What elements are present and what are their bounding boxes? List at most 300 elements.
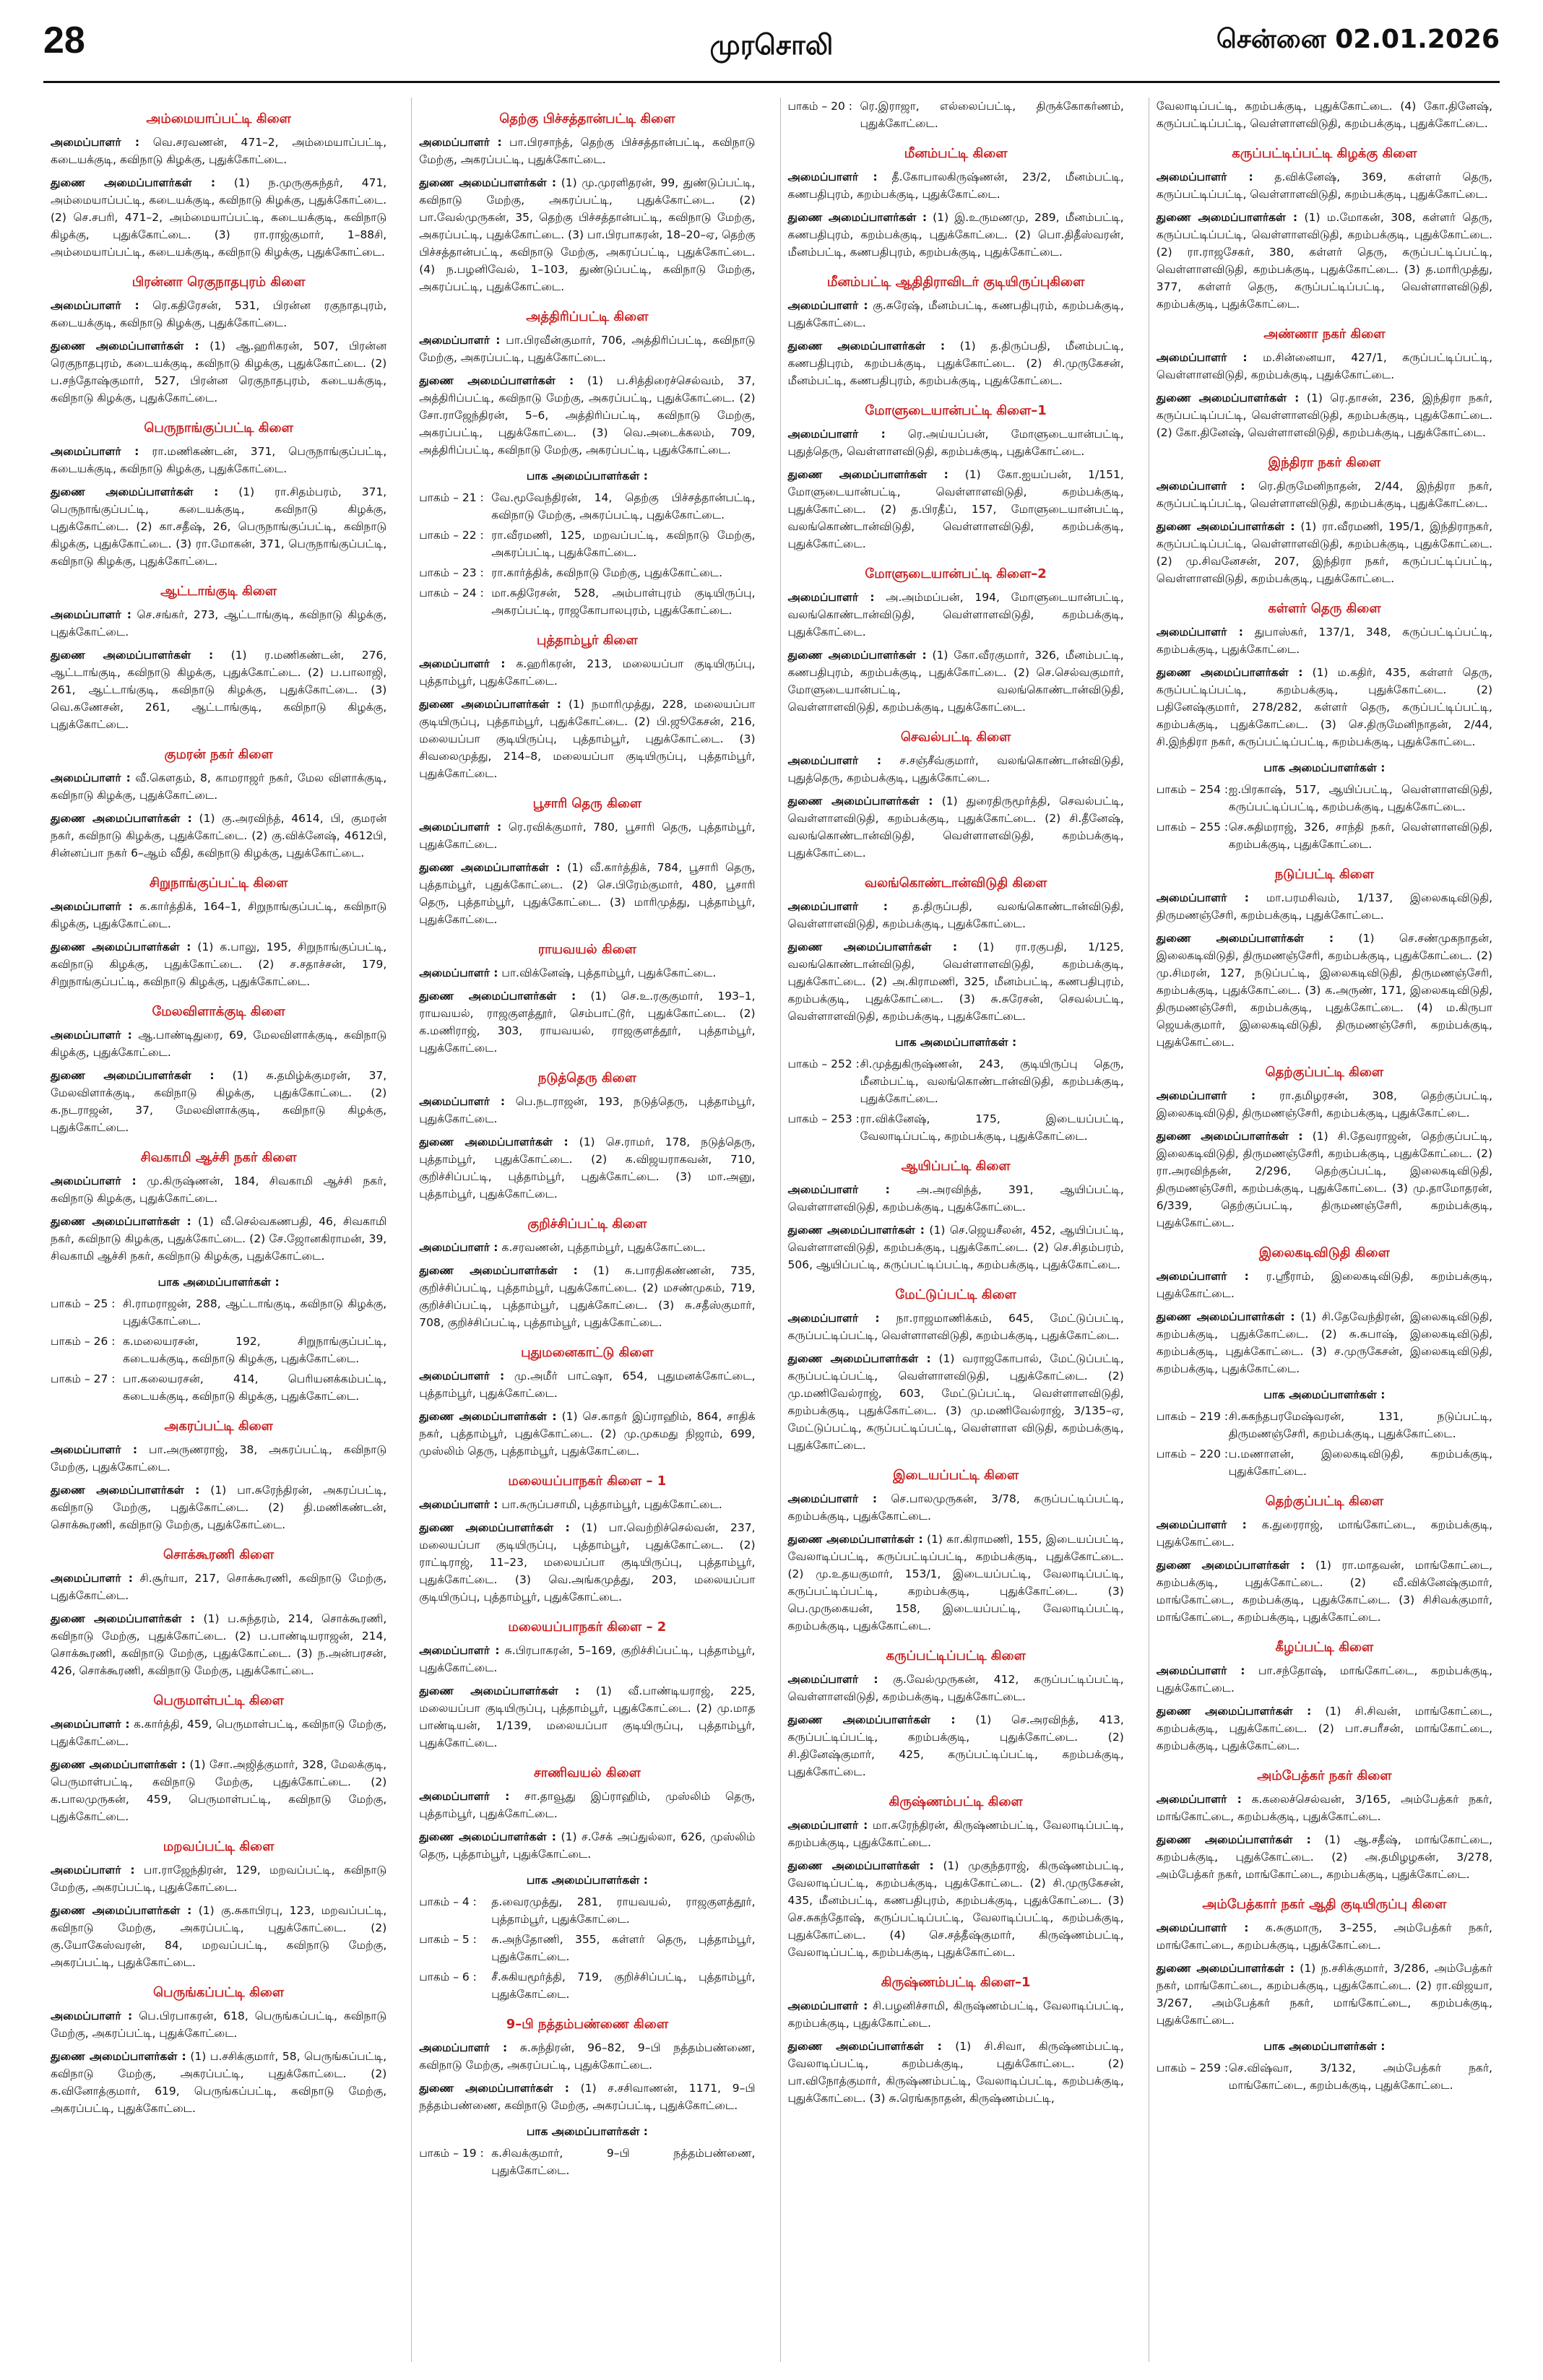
entry-label: துணை அமைப்பாளர்கள் : <box>419 374 574 387</box>
ward-organiser: க.சிவக்குமார், 9–பி நத்தம்பண்ணை, புதுக்கோட்டை. <box>491 2147 756 2177</box>
entry-label: துணை அமைப்பாளர்கள் : <box>1156 391 1300 404</box>
entry-paragraph <box>1157 477 1492 512</box>
entry-paragraph <box>1157 209 1492 313</box>
entry-text: (1) செ.காதர் இப்ராஹிம், 864, சாதிக் நகர், புத்தாம்பூர், புதுக்கோட்டை. (2) மு.முகமது நிஜாம், 699, முஸ்லிம் தெரு, புத்தாம்பூர், புதுக்கோட்டை. <box>419 1410 756 1458</box>
ward-number: பாகம் – 5 : <box>419 1933 477 1946</box>
entry-paragraph <box>419 1828 755 1863</box>
ward-row <box>419 1931 755 1965</box>
entry-label: துணை அமைப்பாளர்கள் : <box>419 176 557 189</box>
entry-text: க.துரைராஜ், மாங்கோட்டை, கறம்பக்குடி, புதுக்கோட்டை. <box>1156 1518 1492 1549</box>
entry-text: சு.சுந்திரன், 96–82, 9–பி நத்தம்பண்ணை, கவிநாடு மேற்கு, அகரப்பட்டி, புதுக்கோட்டை. <box>419 2041 756 2072</box>
branch-heading: பெருங்கப்பட்டி கிளை <box>153 1985 285 2000</box>
entry-text: (1) ஆ.சதீஷ், மாங்கோட்டை, கறம்பக்குடி, புதுக்கோட்டை. (2) அ.தமிழழகன், 3/278, அம்பேத்கர் நகர், மாங்கோட்டை, கறம்பக்குடி, புதுக்கோட்டை. <box>1156 1833 1492 1881</box>
entry-paragraph <box>51 1441 386 1476</box>
ward-organisers-heading: பாக அமைப்பாளர்கள் : <box>526 1874 648 1887</box>
entry-paragraph <box>1157 98 1492 132</box>
entry-text: தீ.கோபாலகிருஷ்ணன், 23/2, மீனம்பட்டி, கணபதிபுரம், கறம்பக்குடி, புதுக்கோட்டை. <box>787 170 1124 201</box>
entry-text: அ.அம்மப்பன், 194, மோளுடையான்பட்டி, வலங்கொண்டான்விடுதி, வெள்ளாளவிடுதி, கறம்பக்குடி, புதுக்கோட்டை. <box>787 591 1124 639</box>
entry-paragraph <box>419 1788 755 1822</box>
branch-heading: புதுமனைகாட்டு கிளை <box>521 1345 654 1360</box>
entry-text: (1) கா.கிராமணி, 155, இடையப்பட்டி, வேலாடிப்பட்டி, கருப்பட்டிப்பட்டி, கறம்பக்குடி, புதுக்கோட்டை. (2) மு.உதயகுமார், 153/1, இடையப்பட்டி, வேலாடிப்பட்டி, கருப்பட்டிப்பட்டி, கறம்பக்குடி, புதுக்கோட்டை. (3) பெ.முருகையன், 158, இடையப்பட்டி, வேலாடிப்பட்டி, கறம்பக்குடி, புதுக்கோட்டை. <box>787 1533 1124 1632</box>
entry-label: அமைப்பாளர் : <box>419 1644 500 1657</box>
entry-paragraph <box>788 589 1124 641</box>
entry-paragraph <box>1157 1128 1492 1232</box>
entry-text: (1) வராஜகோபால், மேட்டுப்பட்டி, கருப்பட்டிப்பட்டி, வெள்ளாளவிடுதி, புதுக்கோட்டை. (2) மு.மணிவேல்ராஜ், 603, மேட்டுப்பட்டி, வெள்ளாளவிடுதி, கறம்பக்குடி, புதுக்கோட்டை. (3) மு.மணிவேல்ராஜ், 3/135–ஏ, மேட்டுப்பட்டி, கருப்பட்டிப்பட்டி, வெள்ளாள விடுதி, கறம்பக்குடி, புதுக்கோட்டை. <box>787 1352 1124 1452</box>
entry-paragraph <box>419 655 755 690</box>
entry-label: துணை அமைப்பாளர்கள் : <box>419 861 561 874</box>
entry-paragraph <box>1157 1268 1492 1302</box>
entry-paragraph <box>788 1817 1124 1851</box>
entry-text: (1) ம.மோகன், 308, கள்ளர் தெரு, கருப்பட்டிப்பட்டி, வெள்ளாளவிடுதி, கறம்பக்குடி, புதுக்கோட்டை. (2) ரா.ராஜசேகர், 380, கள்ளர் தெரு, கருப்பட்டிப்பட்டி, வெள்ளாளவிடுதி, கறம்பக்குடி, புதுக்கோட்டை. (3) த.மாரிமுத்து, 377, கள்ளர் தெரு, கருப்பட்டிப்பட்டி, வெள்ளாளவிடுதி, கறம்பக்குடி, புதுக்கோட்டை. <box>1156 211 1492 311</box>
ward-organiser: ப.மணாளன், இலைகடிவிடுதி, கறம்பக்குடி, புதுக்கோட்டை. <box>1228 1448 1492 1478</box>
ward-organiser: ரா.விக்னேஷ், 175, இடையப்பட்டி, வேலாடிப்பட்டி, கறம்பக்குடி, புதுக்கோட்டை. <box>860 1112 1124 1143</box>
branch-heading: மேட்டுப்பட்டி கிளை <box>895 1287 1016 1302</box>
entry-label: துணை அமைப்பாளர்கள் : <box>51 940 191 953</box>
entry-label: துணை அமைப்பாளர்கள் : <box>787 1533 923 1546</box>
entry-paragraph <box>1157 1308 1492 1377</box>
branch-heading: பூசாரி தெரு கிளை <box>532 796 642 811</box>
ward-organiser: ரா.கார்த்திக், கவிநாடு மேற்கு, புதுக்கோட்டை. <box>491 566 723 579</box>
entry-label: அமைப்பாளர் : <box>787 1312 880 1325</box>
entry-paragraph <box>419 696 755 782</box>
ward-row <box>1157 1445 1492 1480</box>
entry-label: அமைப்பாளர் : <box>51 771 131 784</box>
entry-label: அமைப்பாளர் : <box>51 608 131 621</box>
branch-heading: சொக்கூரணி கிளை <box>163 1547 275 1562</box>
ward-number: பாகம் – 26 : <box>51 1335 116 1348</box>
entry-text: (1) த.திருப்பதி, மீனம்பட்டி, கணபதிபுரம், கறம்பக்குடி, புதுக்கோட்டை. (2) சி.முருகேசன், மீனம்பட்டி, கணபதிபுரம், கறம்பக்குடி, புதுக்கோட்டை. <box>787 339 1124 387</box>
entry-label: துணை அமைப்பாளர்கள் : <box>419 1264 578 1277</box>
entry-text: வீ.கௌதம், 8, காமராஜர் நகர், மேல விளாக்குடி, கவிநாடு கிழக்கு, புதுக்கோட்டை. <box>51 771 387 802</box>
ward-number: பாகம் – 254 : <box>1156 783 1229 796</box>
entry-text: நா.ராஜமாணிக்கம், 645, மேட்டுப்பட்டி, கருப்பட்டிப்பட்டி, வெள்ளாளவிடுதி, கறம்பக்குடி, புதுக்கோட்டை. <box>787 1312 1124 1342</box>
entry-label: அமைப்பாளர் : <box>419 2041 508 2054</box>
branch-heading: புத்தாம்பூர் கிளை <box>537 633 638 648</box>
entry-text: (1) ஆ.ஹரிகரன், 507, பிரன்ன ரெகுநாதபுரம், கடையக்குடி, கவிநாடு கிழக்கு, புதுக்கோட்டை. (2) ப.சந்தோஷ்குமார், 527, பிரன்ன ரெகுநாதபுரம், கடையக்குடி, கவிநாடு கிழக்கு, புதுக்கோட்டை. <box>51 339 387 404</box>
entry-text: பா.பிரசாந்த், தெற்கு பிச்சத்தான்பட்டி, கவிநாடு மேற்கு, அகரப்பட்டி, புதுக்கோட்டை. <box>419 136 756 166</box>
branch-heading: மோளுடையான்பட்டி கிளை–2 <box>865 566 1047 581</box>
entry-paragraph <box>788 209 1124 261</box>
entry-label: அமைப்பாளர் : <box>1156 170 1253 183</box>
branch-heading: கள்ளர் தெரு கிளை <box>1268 601 1381 616</box>
branch-heading: பெருமாள்பட்டி கிளை <box>153 1693 284 1708</box>
entry-label: அமைப்பாளர் : <box>419 1241 498 1254</box>
entry-paragraph <box>51 1610 386 1679</box>
entry-paragraph <box>51 1756 386 1825</box>
ward-row <box>51 1333 386 1367</box>
ward-number: பாகம் – 255 : <box>1156 821 1229 834</box>
entry-label: துணை அமைப்பாளர்கள் : <box>1156 666 1303 679</box>
entry-paragraph <box>419 2039 755 2074</box>
ward-number: பாகம் – 6 : <box>419 1970 477 1983</box>
entry-text: (1) துரைதிருமூர்த்தி, செவல்பட்டி, வெள்ளாளவிடுதி, கறம்பக்குடி, புதுக்கோட்டை. (2) சி.தீனேஷ், வலங்கொண்டான்விடுதி, வெள்ளாளவிடுதி, கறம்பக்குடி, புதுக்கோட்டை. <box>787 795 1124 860</box>
entry-paragraph <box>788 337 1124 389</box>
entry-text: க.சுகுமாரு, 3–255, அம்பேத்கர் நகர், மாங்கோட்டை, கறம்பக்குடி, புதுக்கோட்டை. <box>1156 1921 1492 1952</box>
branch-heading: மலையப்பாநகர் கிளை – 2 <box>508 1619 667 1635</box>
entry-text: க.சரவணன், புத்தாம்பூர், புதுக்கோட்டை. <box>501 1241 706 1254</box>
ward-row <box>419 527 755 561</box>
entry-text: மா.பரமசிவம், 1/137, இலைகடிவிடுதி, திருமணஞ்சேரி, கறம்பக்குடி, புதுக்கோட்டை. <box>1156 891 1493 922</box>
entry-label: அமைப்பாளர் : <box>787 1492 878 1505</box>
entry-text: ரா.தமிழரசன், 308, தெற்குப்பட்டி, இலைகடிவிடுதி, திருமணஞ்சேரி, கறம்பக்குடி, புதுக்கோட்டை. <box>1156 1089 1492 1120</box>
branch-heading: அத்திரிப்பட்டி கிளை <box>526 309 649 324</box>
entry-paragraph <box>419 1093 755 1128</box>
entry-label: அமைப்பாளர் : <box>1156 480 1245 493</box>
branch-heading: மீனம்பட்டி கிளை <box>904 146 1008 161</box>
entry-label: துணை அமைப்பாளர்கள் : <box>1156 1130 1303 1143</box>
entry-label: அமைப்பாளர் : <box>1156 891 1249 904</box>
entry-text: (1) சு.தமிழ்க்குமரன், 37, மேலவிளாக்குடி, கவிநாடு கிழக்கு, புதுக்கோட்டை. (2) க.நடராஜன், 37, மேலவிளாக்குடி, கவிநாடு கிழக்கு, புதுக்கோட்டை. <box>51 1069 387 1134</box>
entry-text: வெ.சரவணன், 471–2, அம்மையாப்பட்டி, கடையக்குடி, கவிநாடு கிழக்கு, புதுக்கோட்டை. <box>51 136 387 166</box>
entry-paragraph <box>51 606 386 641</box>
entry-paragraph <box>419 818 755 853</box>
entry-paragraph <box>1157 168 1492 203</box>
entry-label: அமைப்பாளர் : <box>1156 1664 1245 1677</box>
entry-text: (1) செ.அரவிந்த், 413, கருப்பட்டிப்பட்டி, கறம்பக்குடி, புதுக்கோட்டை. (2) சி.தினேஷ்குமார், 425, கருப்பட்டிப்பட்டி, கறம்பக்குடி, புதுக்கோட்டை. <box>787 1713 1124 1778</box>
ward-organiser: ஐ.பிரகாஷ், 517, ஆயிப்பட்டி, வெள்ளாளவிடுதி, கருப்பட்டிப்பட்டி, கறம்பக்குடி, புதுக்கோட்டை. <box>1228 783 1492 813</box>
entry-paragraph <box>51 1715 386 1750</box>
entry-label: துணை அமைப்பாளர்கள் : <box>787 2040 942 2053</box>
entry-text: ம.சின்னையா, 427/1, கருப்பட்டிப்பட்டி, வெள்ளாளவிடுதி, கறம்பக்குடி, புதுக்கோட்டை. <box>1156 351 1492 381</box>
ward-row <box>419 564 755 581</box>
entry-text: (1) செ.ஜெயசீலன், 452, ஆயிப்பட்டி, வெள்ளாளவிடுதி, கறம்பக்குடி, புதுக்கோட்டை. (2) செ.சிதம்பரம், 506, ஆயிப்பட்டி, கருப்பட்டிப்பட்டி, கறம்பக்குடி, புதுக்கோட்டை. <box>787 1224 1124 1271</box>
branch-heading: ஆட்டாங்குடி கிளை <box>160 584 277 599</box>
entry-paragraph <box>51 2048 386 2117</box>
entry-label: அமைப்பாளர் : <box>787 900 888 913</box>
entry-paragraph <box>788 1857 1124 1961</box>
entry-paragraph <box>788 646 1124 716</box>
column-3 <box>780 98 1131 2362</box>
entry-label: துணை அமைப்பாளர்கள் : <box>1156 1559 1305 1572</box>
entry-paragraph <box>51 297 386 332</box>
entry-text: (1) க.பாலு, 195, சிறுநாங்குப்பட்டி, கவிநாடு கிழக்கு, புதுக்கோட்டை. (2) ச.சதாச்சன், 179, சிறுநாங்குப்பட்டி, கவிநாடு கிழக்கு, புதுக்கோட்டை. <box>51 940 387 988</box>
entry-label: அமைப்பாளர் : <box>419 1369 505 1382</box>
entry-paragraph <box>788 1310 1124 1344</box>
entry-label: அமைப்பாளர் : <box>787 1819 868 1832</box>
entry-label: அமைப்பாளர் : <box>1156 351 1248 364</box>
entry-text: பெ.பிரபாகரன், 618, பெருங்கப்பட்டி, கவிநாடு மேற்கு, அகரப்பட்டி, புதுக்கோட்டை. <box>51 2009 387 2040</box>
entry-paragraph <box>419 1239 755 1256</box>
column-1 <box>43 98 394 2362</box>
entry-paragraph <box>51 898 386 932</box>
ward-row <box>788 1055 1124 1107</box>
entry-paragraph <box>419 1519 755 1606</box>
entry-text: சி.சூர்யா, 217, சொக்கூரணி, கவிநாடு மேற்கு, புதுக்கோட்டை. <box>51 1572 387 1602</box>
entry-paragraph <box>419 174 755 295</box>
entry-text: (1) ரா.ரகுபதி, 1/125, வலங்கொண்டான்விடுதி, வெள்ளாளவிடுதி, கறம்பக்குடி, புதுக்கோட்டை. (2) அ.கிராமணி, 325, மீனம்பட்டி, கணபதிபுரம், கறம்பக்குடி, புதுக்கோட்டை. (3) சு.சுரேசன், செவல்பட்டி, வெள்ளாளவிடுதி, கறம்பக்குடி, புதுக்கோட்டை. <box>787 940 1124 1023</box>
entry-text: கு.சுரேஷ், மீனம்பட்டி, கணபதிபுரம், கறம்பக்குடி, புதுக்கோட்டை. <box>787 299 1124 329</box>
branch-heading: மலையப்பாநகர் கிளை – 1 <box>508 1474 667 1489</box>
entry-text: க.கார்த்திக், 164–1, சிறுநாங்குப்பட்டி, கவிநாடு கிழக்கு, புதுக்கோட்டை. <box>51 900 387 930</box>
entry-text: (1) ப.சசிக்குமார், 58, பெருங்கப்பட்டி, கவிநாடு மேற்கு, அகரப்பட்டி, புதுக்கோட்டை. (2) க.வினோத்குமார், 619, பெருங்கப்பட்டி, கவிநாடு மேற்கு, அகரப்பட்டி, புதுக்கோட்டை. <box>51 2050 387 2115</box>
ward-organiser: செ.சுதிமராஜ், 326, சாந்தி நகர், வெள்ளாளவிடுதி, கறம்பக்குடி, புதுக்கோட்டை. <box>1228 821 1492 851</box>
entry-text: ரெ.அய்யப்பன், மோளுடையான்பட்டி, புதுத்தெரு, வெள்ளாளவிடுதி, கறம்பக்குடி, புதுக்கோட்டை. <box>787 428 1124 458</box>
branch-heading: இடையப்பட்டி கிளை <box>893 1468 1019 1483</box>
entry-label: துணை அமைப்பாளர்கள் : <box>51 176 216 189</box>
entry-text: (1) கு.சுகாபிரபு, 123, மறவப்பட்டி, கவிநாடு மேற்கு, அகரப்பட்டி, புதுக்கோட்டை. (2) கு.யோகேஸ்வரன், 84, மறவப்பட்டி, கவிநாடு மேற்கு, அகரப்பட்டி, புதுக்கோட்டை. <box>51 1904 387 1969</box>
entry-paragraph <box>1157 930 1492 1051</box>
entry-label: அமைப்பாளர் : <box>51 1718 130 1731</box>
branch-heading: இலைகடிவிடுதி கிளை <box>1258 1245 1390 1260</box>
entry-paragraph <box>1157 1662 1492 1697</box>
branch-heading: அம்பேத்கார் நகர் ஆதி குடியிருப்பு கிளை <box>1202 1897 1447 1912</box>
entry-text: (1) கு.அரவிந்த், 4614, பி, குமரன் நகர், கவிநாடு கிழக்கு, புதுக்கோட்டை. (2) கு.விக்னேஷ், 4612பி, சின்னப்பா நகர் 6–ஆம் வீதி, கவிநாடு கிழக்கு, புதுக்கோட்டை. <box>51 812 387 860</box>
entry-label: அமைப்பாளர் : <box>419 136 502 149</box>
ward-number: பாகம் – 259 : <box>1156 2061 1229 2074</box>
entry-label: அமைப்பாளர் : <box>51 445 139 458</box>
branch-heading: தெற்கு பிச்சத்தான்பட்டி கிளை <box>499 111 675 126</box>
ward-organisers-heading: பாக அமைப்பாளர்கள் : <box>1263 761 1386 774</box>
entry-paragraph <box>1157 1919 1492 1954</box>
entry-text: (1) செ.உ.ரகுகுமார், 193–1, ராயவயல், ராஜகுளத்தூர், செம்பாட்டூர், புதுக்கோட்டை. (2) க.மணிராஜ், 303, ராயவயல், ராஜகுளத்தூர், புத்தாம்பூர், புதுக்கோட்டை. <box>419 990 756 1055</box>
branch-heading: மோளுடையான்பட்டி கிளை–1 <box>865 403 1047 418</box>
entry-text: (1) பா.சுரேந்திரன், அகரப்பட்டி, கவிநாடு மேற்கு, புதுக்கோட்டை. (2) தி.மணிகண்டன், சொக்கூரணி, கவிநாடு மேற்கு, புதுக்கோட்டை. <box>51 1484 387 1531</box>
entry-text: த.விக்னேஷ், 369, கள்ளர் தெரு, கருப்பட்டிப்பட்டி, வெள்ளாளவிடுதி, கறம்பக்குடி, புதுக்கோட்டை. <box>1156 170 1492 201</box>
entry-text: (1) ம.கதிர், 435, கள்ளர் தெரு, கருப்பட்டிப்பட்டி, கறம்பக்குடி, புதுக்கோட்டை. (2) பதினேஷ்குமார், 278/282, கள்ளர் தெரு, கருப்பட்டிப்பட்டி, கறம்பக்குடி, புதுக்கோட்டை. (3) செ.திருமேனிநாதன், 2/44, சி.இந்திரா நகர், கருப்பட்டிப்பட்டி, கறம்பக்குடி, புதுக்கோட்டை. <box>1156 666 1492 748</box>
entry-text: (1) ந.சசிக்குமார், 3/286, அம்பேத்கர் நகர், மாங்கோட்டை, கறம்பக்குடி, புதுக்கோட்டை. (2) ரா.விஜயா, 3/267, அம்பேத்கர் நகர், மாங்கோட்டை, கறம்பக்குடி, புதுக்கோட்டை. <box>1156 1962 1492 2027</box>
entry-text: (1) ந.முருகுசுந்தர், 471, அம்மையாப்பட்டி, கடையக்குடி, கவிநாடு கிழக்கு, புதுக்கோட்டை. (2) செ.சபரி, 471–2, அம்மையாப்பட்டி, கடையக்குடி, கவிநாடு கிழக்கு, புதுக்கோட்டை. (3) ரா.ராஜ்குமார், 1–88சி, அம்மையாப்பட்டி, கடையக்குடி, கவிநாடு கிழக்கு, புதுக்கோட்டை. <box>51 176 387 259</box>
ward-number: பாகம் – 27 : <box>51 1372 116 1385</box>
entry-text: (1) சி.தேவேந்திரன், இலைகடிவிடுதி, கறம்பக்குடி, புதுக்கோட்டை. (2) சு.சுபாஷ், இலைகடிவிடுதி, கறம்பக்குடி, புதுக்கோட்டை. (3) ச.முருகேசன், இலைகடிவிடுதி, கறம்பக்குடி, புதுக்கோட்டை. <box>1156 1310 1493 1375</box>
ward-number: பாகம் – 253 : <box>787 1112 860 1125</box>
entry-label: துணை அமைப்பாளர்கள் : <box>51 1484 200 1497</box>
ward-row <box>419 1968 755 2003</box>
branch-heading: கருப்பட்டிப்பட்டி கிளை <box>886 1648 1026 1663</box>
entry-text: பா.ராஜேந்திரன், 129, மறவப்பட்டி, கவிநாடு மேற்கு, அகரப்பட்டி, புதுக்கோட்டை. <box>51 1864 387 1894</box>
entry-text: க.கலைச்செல்வன், 3/165, அம்பேத்கர் நகர், மாங்கோட்டை, கறம்பக்குடி, புதுக்கோட்டை. <box>1156 1793 1492 1823</box>
entry-label: துணை அமைப்பாளர்கள் : <box>51 485 219 498</box>
entry-text: (1) சோ.அஜித்குமார், 328, மேலக்குடி, பெருமாள்பட்டி, கவிநாடு மேற்கு, புதுக்கோட்டை. (2) க.பாலமுருகன், 459, பெருமாள்பட்டி, கவிநாடு மேற்கு, புதுக்கோட்டை. <box>51 1758 387 1823</box>
branch-heading: பெருநாங்குப்பட்டி கிளை <box>144 420 293 436</box>
entry-paragraph <box>1157 623 1492 658</box>
ward-organiser: க.மலையரசன், 192, சிறுநாங்குப்பட்டி, கடையக்குடி, கவிநாடு கிழக்கு, புதுக்கோட்டை. <box>123 1335 387 1365</box>
entry-paragraph <box>419 859 755 928</box>
entry-text: (1) வீ.கார்த்திக், 784, பூசாரி தெரு, புத்தாம்பூர், புதுக்கோட்டை. (2) செ.பிரேம்குமார், 480, பூசாரி தெரு, புத்தாம்பூர், புதுக்கோட்டை. (3) மாரிமுத்து, புத்தாம்பூர், புதுக்கோட்டை. <box>419 861 756 926</box>
entry-paragraph <box>51 1570 386 1604</box>
branch-heading: அம்மையாப்பட்டி கிளை <box>146 111 291 126</box>
ward-number: பாகம் – 24 : <box>419 587 484 600</box>
entry-label: துணை அமைப்பாளர்கள் : <box>419 1684 580 1697</box>
ward-row <box>1157 781 1492 815</box>
entry-paragraph <box>419 2080 755 2114</box>
ward-number: பாகம் – 23 : <box>419 566 484 579</box>
branch-heading: மேலவிளாக்குடி கிளை <box>152 1004 285 1019</box>
branch-heading: குறிச்சிப்பட்டி கிளை <box>527 1216 647 1232</box>
entry-text: (1) சி.சிவா, கிருஷ்ணம்பட்டி, வேலாடிப்பட்டி, கறம்பக்குடி, புதுக்கோட்டை. (2) பா.விநோத்குமார், கிருஷ்ணம்பட்டி, வேலாடிப்பட்டி, கறம்பக்குடி, புதுக்கோட்டை. (3) சு.ரெங்கநாதன், கிருஷ்ணம்பட்டி, <box>787 2040 1124 2105</box>
entry-paragraph <box>419 964 755 982</box>
entry-text: (1) வீ.பாண்டியராஜ், 225, மலையப்பா குடியிருப்பு, புத்தாம்பூர், புதுக்கோட்டை. (2) மு.மாத பாண்டியன், 1/139, மலையப்பா குடியிருப்பு, புத்தாம்பூர், புதுக்கோட்டை. <box>419 1684 756 1749</box>
entry-label: அமைப்பாளர் : <box>1156 1270 1249 1283</box>
branch-heading: குமரன் நகர் கிளை <box>164 747 273 762</box>
entry-paragraph <box>1157 518 1492 587</box>
entry-text: (1) ப.சுந்தரம், 214, சொக்கூரணி, கவிநாடு மேற்கு, புதுக்கோட்டை. (2) ப.பாண்டியராஜன், 214, சொக்கூரணி, கவிநாடு மேற்கு, புதுக்கோட்டை. (3) ந.அன்பரசன், 426, சொக்கூரணி, கவிநாடு மேற்கு, புதுக்கோட்டை. <box>51 1612 387 1677</box>
entry-label: அமைப்பாளர் : <box>51 1174 137 1187</box>
entry-text: (1) செ.சண்முகநாதன், இலைகடிவிடுதி, திருமணஞ்சேரி, கறம்பக்குடி, புதுக்கோட்டை. (2) மு.சிமரன், 127, நடுப்பட்டி, இலைகடிவிடுதி, திருமணஞ்சேரி, கறம்பக்குடி, புதுக்கோட்டை. (3) க.அருண், 171, இலைகடிவிடுதி, திருமணஞ்சேரி, கறம்பக்குடி, புதுக்கோட்டை. (4) ம.கிருபா ஜெயக்குமார், இலைகடிவிடுதி, திருமணஞ்சேரி, கறம்பக்குடி, புதுக்கோட்டை. <box>1156 932 1493 1049</box>
branch-heading: கிருஷ்ணம்பட்டி கிளை–1 <box>881 1975 1031 1990</box>
entry-text: பா.விக்னேஷ், புத்தாம்பூர், புதுக்கோட்டை. <box>501 966 717 979</box>
entry-paragraph <box>788 297 1124 332</box>
entry-label: துணை அமைப்பாளர்கள் : <box>51 1215 191 1228</box>
entry-label: அமைப்பாளர் : <box>51 1443 138 1456</box>
entry-label: அமைப்பாளர் : <box>1156 1793 1242 1806</box>
branch-heading: சாணிவயல் கிளை <box>533 1765 641 1780</box>
entry-label: துணை அமைப்பாளர்கள் : <box>787 339 946 352</box>
entry-label: துணை அமைப்பாளர்கள் : <box>51 649 214 662</box>
entry-paragraph <box>788 938 1124 1025</box>
entry-label: அமைப்பாளர் : <box>419 966 498 979</box>
entry-paragraph <box>51 1481 386 1533</box>
entry-text: செ.சங்கர், 273, ஆட்டாங்குடி, கவிநாடு கிழக்கு, புதுக்கோட்டை. <box>51 608 387 639</box>
branch-heading: நடுப்பட்டி கிளை <box>1274 867 1375 882</box>
entry-paragraph <box>51 646 386 733</box>
entry-text: (1) கோ.வீரகுமார், 326, மீனம்பட்டி, கணபதிபுரம், கறம்பக்குடி, புதுக்கோட்டை. (2) செ.செல்வகுமார், மோளுடையான்பட்டி, வலங்கொண்டான்விடுதி, வெள்ளாளவிடுதி, கறம்பக்குடி, புதுக்கோட்டை. <box>787 649 1124 714</box>
entry-text: (1) சி.தேவராஜன், தெற்குப்பட்டி, இலைகடிவிடுதி, திருமணஞ்சேரி, கறம்பக்குடி, புதுக்கோட்டை. (2) ரா.அரவிந்தன், 2/296, தெற்குப்பட்டி, இலைகடிவிடுதி, திருமணஞ்சேரி, கறம்பக்குடி, புதுக்கோட்டை. (3) மு.தாமோதரன், 6/339, தெற்குப்பட்டி, திருமணஞ்சேரி, கறம்பக்குடி, புதுக்கோட்டை. <box>1156 1130 1492 1229</box>
ward-organisers-heading: பாக அமைப்பாளர்கள் : <box>157 1276 280 1289</box>
branch-heading: மீனம்பட்டி ஆதிதிராவிடர் குடியிருப்புகிளை <box>826 274 1085 290</box>
entry-paragraph <box>419 987 755 1057</box>
page-number: 28 <box>43 20 85 61</box>
entry-text: பா.அருணராஜ், 38, அகரப்பட்டி, கவிநாடு மேற்கு, புதுக்கோட்டை. <box>51 1443 387 1474</box>
ward-organiser: சு.அந்தோணி, 355, கள்ளர் தெரு, புத்தாம்பூர், புதுக்கோட்டை. <box>491 1933 756 1963</box>
ward-organiser: சி.ராமராஜன், 288, ஆட்டாங்குடி, கவிநாடு கிழக்கு, புதுக்கோட்டை. <box>123 1297 387 1328</box>
ward-row <box>1157 1408 1492 1442</box>
entry-text: (1) முகுந்தராஜ், கிருஷ்ணம்பட்டி, வேலாடிப்பட்டி, கறம்பக்குடி, புதுக்கோட்டை. (2) சி.முருகேசன், 435, மீனம்பட்டி, கணபதிபுரம், கறம்பக்குடி, புதுக்கோட்டை. (3) செ.சுகந்தோஷ், கருப்பட்டிப்பட்டி, வேலாடிப்பட்டி, கறம்பக்குடி, புதுக்கோட்டை. (4) செ.சத்தீஷ்குமார், கிருஷ்ணம்பட்டி, வேலாடிப்பட்டி, கறம்பக்குடி, புதுக்கோட்டை. <box>787 1859 1124 1959</box>
entry-label: துணை அமைப்பாளர்கள் : <box>51 1758 186 1771</box>
entry-text: மா.சுரேந்திரன், கிருஷ்ணம்பட்டி, வேலாடிப்பட்டி, கறம்பக்குடி, புதுக்கோட்டை. <box>787 1819 1124 1849</box>
entry-text: ரெ.ரவிக்குமார், 780, பூசாரி தெரு, புத்தாம்பூர், புதுக்கோட்டை. <box>419 821 756 851</box>
entry-paragraph <box>51 2007 386 2042</box>
entry-text: ஆ.பாண்டிதுரை, 69, மேலவிளாக்குடி, கவிநாடு கிழக்கு, புதுக்கோட்டை. <box>51 1029 387 1059</box>
entry-text: வேலாடிப்பட்டி, கறம்பக்குடி, புதுக்கோட்டை. (4) கோ.தினேஷ், கருப்பட்டிப்பட்டி, வெள்ளாளவிடுதி, கறம்பக்குடி, புதுக்கோட்டை. <box>1156 100 1492 130</box>
entry-paragraph <box>419 1496 755 1513</box>
entry-label: அமைப்பாளர் : <box>787 299 868 312</box>
entry-paragraph <box>1157 349 1492 384</box>
entry-label: துணை அமைப்பாளர்கள் : <box>1156 1705 1312 1718</box>
entry-paragraph <box>51 1213 386 1265</box>
entry-label: துணை அமைப்பாளர்கள் : <box>51 1612 195 1625</box>
entry-text: பா.பிரவீன்குமார், 706, அத்திரிப்பட்டி, கவிநாடு மேற்கு, அகரப்பட்டி, புதுக்கோட்டை. <box>419 334 756 364</box>
entry-label: அமைப்பாளர் : <box>419 821 502 834</box>
entry-text: (1) ப.சித்திரைச்செல்வம், 37, அத்திரிப்பட்டி, கவிநாடு மேற்கு, அகரப்பட்டி, புதுக்கோட்டை. (2) சோ.ராஜேந்திரன், 5–6, அத்திரிப்பட்டி, கவிநாடு மேற்கு, அகரப்பட்டி, புதுக்கோட்டை. (3) வெ.அடைக்கலம், 709, அத்திரிப்பட்டி, கவிநாடு மேற்கு, அகரப்பட்டி, புதுக்கோட்டை. <box>419 374 756 456</box>
entry-paragraph <box>788 1221 1124 1273</box>
ward-number: பாகம் – 25 : <box>51 1297 116 1310</box>
entry-label: அமைப்பாளர் : <box>51 1572 133 1585</box>
entry-label: அமைப்பாளர் : <box>51 1864 135 1877</box>
entry-label: துணை அமைப்பாளர்கள் : <box>787 468 948 481</box>
entry-paragraph <box>419 1642 755 1676</box>
ward-organiser: செ.விஷ்வா, 3/132, அம்பேத்கர் நகர், மாங்கோட்டை, கறம்பக்குடி, புதுக்கோட்டை. <box>1228 2061 1492 2092</box>
entry-paragraph <box>419 134 755 168</box>
entry-label: துணை அமைப்பாளர்கள் : <box>51 812 192 825</box>
entry-label: அமைப்பாளர் : <box>787 1999 868 2012</box>
entry-paragraph <box>419 332 755 366</box>
entry-label: அமைப்பாளர் : <box>787 1673 878 1686</box>
entry-paragraph <box>1157 389 1492 441</box>
entry-paragraph <box>1157 889 1492 924</box>
ward-number: பாகம் – 21 : <box>419 491 484 504</box>
entry-label: துணை அமைப்பாளர்கள் : <box>51 1904 192 1917</box>
entry-label: அமைப்பாளர் : <box>787 428 886 441</box>
entry-label: அமைப்பாளர் : <box>1156 626 1243 639</box>
entry-text: (1) செ.ராமர், 178, நடுத்தெரு, புத்தாம்பூர், புதுக்கோட்டை. (2) க.விஜயராகவன், 710, குறிச்சிப்பட்டி, புத்தாம்பூர், புதுக்கோட்டை. (3) மா.அனு, புத்தாம்பூர், புதுக்கோட்டை. <box>419 1135 756 1200</box>
entry-text: அ.அரவிந்த், 391, ஆயிப்பட்டி, வெள்ளாளவிடுதி, கறம்பக்குடி, புதுக்கோட்டை. <box>787 1183 1124 1213</box>
entry-text: பெ.நடராஜன், 193, நடுத்தெரு, புத்தாம்பூர், புதுக்கோட்டை. <box>419 1095 756 1125</box>
ward-row <box>419 1893 755 1928</box>
branch-heading: வலங்கொண்டான்விடுதி கிளை <box>864 875 1047 891</box>
ward-organiser: த.வைரமுத்து, 281, ராயவயல், ராஜகுளத்தூர், புத்தாம்பூர், புதுக்கோட்டை. <box>491 1895 756 1926</box>
ward-row <box>419 584 755 619</box>
entry-label: அமைப்பாளர் : <box>1156 1518 1247 1531</box>
entry-text: ரெ.திருமேனிநாதன், 2/44, இந்திரா நகர், கருப்பட்டிப்பட்டி, வெள்ளாளவிடுதி, கறம்பக்குடி, புதுக்கோட்டை. <box>1156 480 1492 510</box>
entry-label: அமைப்பாளர் : <box>419 1790 510 1803</box>
entry-text: (1) வீ.செல்வகணபதி, 46, சிவகாமி நகர், கவிநாடு கிழக்கு, புதுக்கோட்டை. (2) சே.ஜோனகிராமன், 39, சிவகாமி ஆச்சி நகர், கவிநாடு கிழக்கு, புதுக்கோட்டை. <box>51 1215 387 1263</box>
ward-organiser: ரா.வீரமணி, 125, மறவப்பட்டி, கவிநாடு மேற்கு, அகரப்பட்டி, புதுக்கோட்டை. <box>491 529 756 559</box>
ward-row <box>419 2145 755 2179</box>
entry-paragraph <box>51 1172 386 1207</box>
entry-label: அமைப்பாளர் : <box>787 591 875 604</box>
entry-paragraph <box>788 898 1124 932</box>
entry-label: துணை அமைப்பாளர்கள் : <box>787 1713 956 1726</box>
entry-text: (1) நமாரிமுத்து, 228, மலையப்பா குடியிருப்பு, புத்தாம்பூர், புதுக்கோட்டை. (2) பி.ஜூகேசன், 216, மலையப்பா குடியிருப்பு, புத்தாம்பூர், புதுக்கோட்டை. (3) சிவலைமுத்து, 214–8, மலையப்பா குடியிருப்பு, புத்தாம்பூர், புதுக்கோட்டை. <box>419 698 756 780</box>
entry-paragraph <box>51 1902 386 1971</box>
ward-row <box>1157 2059 1492 2094</box>
entry-paragraph <box>788 1997 1124 2032</box>
entry-paragraph <box>51 443 386 477</box>
entry-paragraph <box>788 425 1124 460</box>
entry-label: துணை அமைப்பாளர்கள் : <box>787 940 958 953</box>
ward-organiser: பா.கலையரசன், 414, பெரியனக்கம்பட்டி, கடையக்குடி, கவிநாடு கிழக்கு, புதுக்கோட்டை. <box>123 1372 387 1403</box>
entry-paragraph <box>1157 1702 1492 1754</box>
branch-heading: ராயவயல் கிளை <box>537 942 636 957</box>
entry-paragraph <box>51 483 386 570</box>
branch-heading: தெற்குப்பட்டி கிளை <box>1265 1065 1384 1080</box>
ward-organiser: சி.சுகந்தபரமேஷ்வரன், 131, நடுப்பட்டி, திருமணஞ்சேரி, கறம்பக்குடி, புதுக்கோட்டை. <box>1228 1410 1492 1440</box>
entry-text: (1) பா.வெற்றிச்செல்வன், 237, மலையப்பா குடியிருப்பு, புத்தாம்பூர், புதுக்கோட்டை. (2) ராட்டிராஜ், 11–23, மலையப்பா குடியிருப்பு, புத்தாம்பூர், புதுக்கோட்டை. (3) வெ.அங்கமுத்து, 203, மலையப்பா குடியிருப்பு, புத்தாம்பூர், புதுக்கோட்டை. <box>419 1521 756 1604</box>
branch-heading: செவல்பட்டி கிளை <box>900 730 1011 745</box>
column-4 <box>1149 98 1500 2362</box>
ward-organiser: சீ.சுகியமூர்த்தி, 719, குறிச்சிப்பட்டி, புத்தாம்பூர், புதுக்கோட்டை. <box>491 1970 756 2001</box>
entry-text: (1) மு.முரளிதரன், 99, துண்டுப்பட்டி, கவிநாடு மேற்கு, அகரப்பட்டி, புதுக்கோட்டை. (2) பா.வேல்முருகன், 35, தெற்கு பிச்சத்தான்பட்டி, கவிநாடு மேற்கு, அகரப்பட்டி, புதுக்கோட்டை. (3) பா.பிரபாகரன், 18–20–ஏ, தெற்கு பிச்சத்தான்பட்டி, கவிநாடு மேற்கு, அகரப்பட்டி, புதுக்கோட்டை. (4) ந.பழனிவேல், 1–103, துண்டுப்பட்டி, கவிநாடு மேற்கு, அகரப்பட்டி, புதுக்கோட்டை. <box>419 176 756 293</box>
entry-paragraph <box>51 1067 386 1136</box>
entry-paragraph <box>1157 1516 1492 1551</box>
entry-paragraph <box>51 337 386 407</box>
entry-paragraph <box>788 1671 1124 1705</box>
entry-label: துணை அமைப்பாளர்கள் : <box>1156 520 1295 533</box>
ward-number: பாகம் – 219 : <box>1156 1410 1229 1423</box>
entry-paragraph <box>788 792 1124 862</box>
entry-label: துணை அமைப்பாளர்கள் : <box>787 1352 931 1365</box>
entry-paragraph <box>788 1350 1124 1454</box>
ward-organisers-heading: பாக அமைப்பாளர்கள் : <box>526 2125 648 2138</box>
entry-paragraph <box>788 1711 1124 1780</box>
ward-number: பாகம் – 22 : <box>419 529 484 542</box>
entry-paragraph <box>1157 664 1492 750</box>
branch-heading: கீழப்பட்டி கிளை <box>1275 1640 1374 1655</box>
entry-text: த.திருப்பதி, வலங்கொண்டான்விடுதி, வெள்ளாளவிடுதி, கறம்பக்குடி, புதுக்கோட்டை. <box>787 900 1124 930</box>
ward-row <box>788 1110 1124 1145</box>
ward-row <box>1157 818 1492 853</box>
ward-number: பாகம் – 20 : <box>787 100 852 113</box>
branch-heading: சிறுநாங்குப்பட்டி கிளை <box>149 875 288 891</box>
entry-text: (1) ரா.சிதம்பரம், 371, பெருநாங்குப்பட்டி, கடையக்குடி, கவிநாடு கிழக்கு, புதுக்கோட்டை. (2) கா.சதீஷ், 26, பெருநாங்குப்பட்டி, கவிநாடு கிழக்கு, புதுக்கோட்டை. (3) ரா.மோகன், 371, பெருநாங்குப்பட்டி, கவிநாடு கிழக்கு, புதுக்கோட்டை. <box>51 485 387 568</box>
entry-label: துணை அமைப்பாளர்கள் : <box>1156 1962 1295 1975</box>
entry-paragraph <box>788 1531 1124 1635</box>
header-rule <box>43 81 1500 83</box>
entry-text: ரா.மணிகண்டன், 371, பெருநாங்குப்பட்டி, கடையக்குடி, கவிநாடு கிழக்கு, புதுக்கோட்டை. <box>51 445 387 475</box>
branch-heading: நடுத்தெரு கிளை <box>537 1070 636 1086</box>
entry-text: மு.கிருஷ்ணன், 184, சிவகாமி ஆச்சி நகர், கவிநாடு கிழக்கு, புதுக்கோட்டை. <box>51 1174 387 1205</box>
entry-text: (1) சு.பாரதிகண்ணன், 735, குறிச்சிப்பட்டி, புத்தாம்பூர், புதுக்கோட்டை. (2) மசண்முகம், 719, குறிச்சிப்பட்டி, புத்தாம்பூர், புதுக்கோட்டை. (3) சு.சதீஸ்குமார், 708, குறிச்சிப்பட்டி, புத்தாம்பூர், புதுக்கோட்டை. <box>419 1264 756 1329</box>
